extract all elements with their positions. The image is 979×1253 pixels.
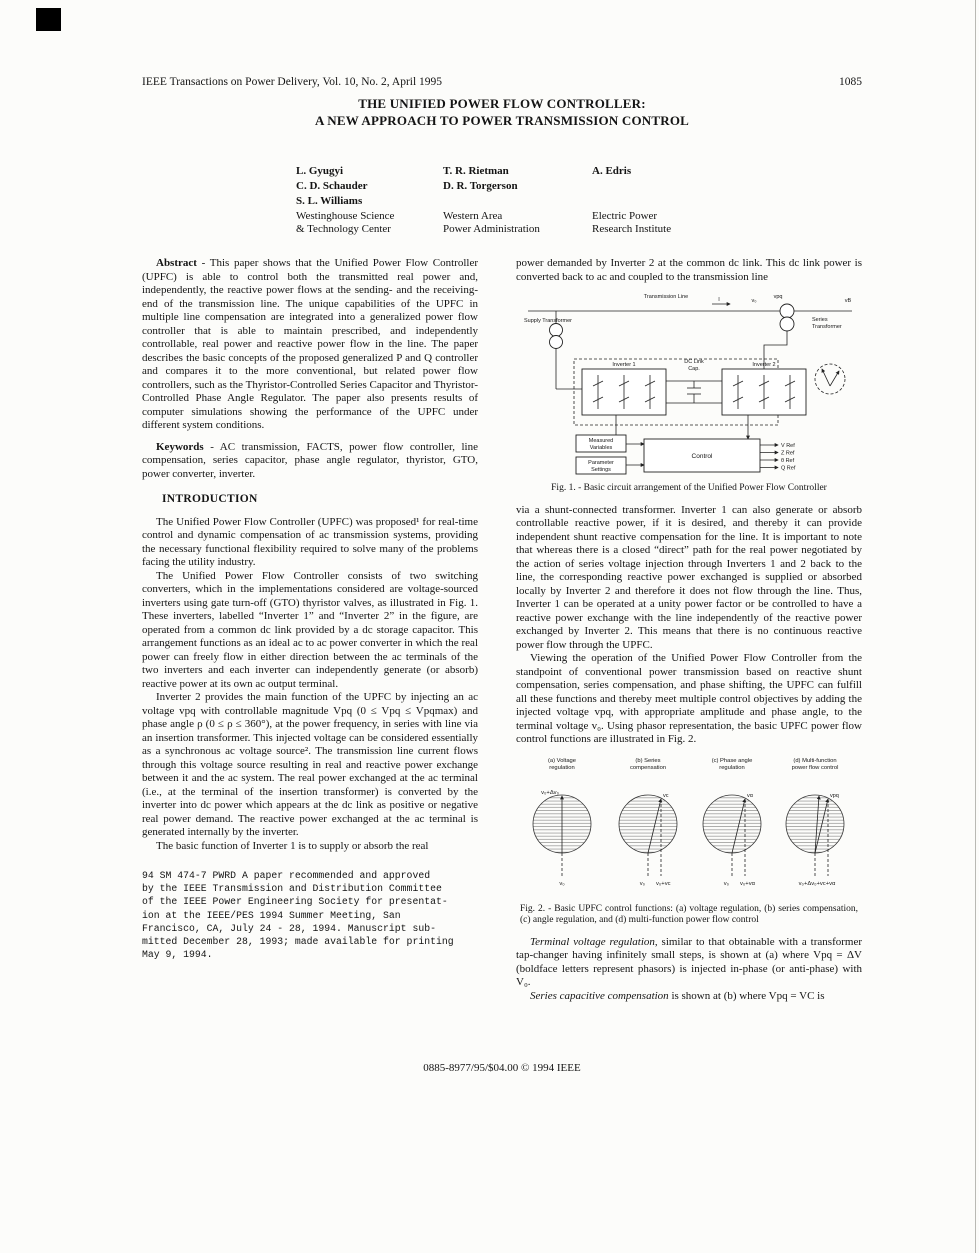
fig1-label-vref: V Ref — [781, 443, 795, 449]
fig1-label-inverter2: Inverter 2 — [752, 362, 776, 368]
fig1-inverter1-group — [582, 369, 666, 415]
paragraph: Viewing the operation of the Unified Power Flow Controller from the standpoint of conventional power transmission based on reactive shunt compensation, series compensation, and phase shifting, the UPFC can fulfill all these functions and thereby meet multiple control objectives by adding the injected voltage vpq, with appropriate amplitude and phase angle, to the terminal voltage v₀. Using phasor representation, the basic UPFC power flow control functions are illustrated in Fig. 2. — [516, 652, 862, 745]
fig2-label-v0-b: v₀ — [639, 880, 645, 887]
fig1-label-inverter1: Inverter 1 — [612, 362, 636, 368]
fig1-label-dc-link: DC Link — [684, 359, 704, 365]
fig1-circuit-diagram — [516, 289, 862, 481]
fig2-diagram-a — [533, 758, 591, 887]
fig1-reference-outputs — [760, 443, 796, 472]
left-column — [142, 257, 478, 961]
author-name: T. R. Rietman — [443, 165, 509, 177]
paragraph: The basic function of Inverter 1 is to supply or absorb the real — [156, 839, 429, 852]
fig2-diagram-b — [619, 758, 677, 887]
fig1-inverter2-group — [722, 369, 806, 415]
running-header — [142, 76, 862, 88]
abstract-text: - This paper shows that the Unified Power Flow Controller (UPFC) is able to control both the transmitted real power and, independently, the reactive power flows at the sending- and the receiving-end of the transmission line. The unique capabilities of the UPFC in multiple line compensation are integrated into a generalized power flow controller that is able to maintain prescribed, and independently controllable, real power and reactive power flow in the line. The paper describes the basic concepts of the proposed generalized P and Q controller and compares it to the more conventional, but related power flow controllers, such as the Thyristor-Controlled Series Capacitor and Thyristor-Controlled Phase Angle Regulator. The paper also presents results of computer simulations showing the performance of the UPFC under different system conditions. — [142, 257, 478, 431]
title-line-1: THE UNIFIED POWER FLOW CONTROLLER: — [358, 96, 646, 111]
abstract-paragraph — [142, 257, 478, 433]
fig2-diagram-c — [703, 758, 761, 887]
author-column-2 — [443, 164, 593, 236]
abstract-label: Abstract — [156, 257, 197, 269]
footnote-line: by the IEEE Transmission and Distribution Committee — [142, 883, 442, 895]
fig1-caption: Fig. 1. - Basic circuit arrangement of the Unified Power Flow Controller — [551, 483, 827, 493]
keywords-text: - AC transmission, FACTS, power flow controller, line compensation, series capacitor, phase angle regulator, thyristor, GTO, power converter, inverter. — [142, 440, 478, 480]
keywords-paragraph — [142, 441, 478, 482]
fig1-label-v0: v₀ — [751, 298, 757, 304]
fig1-label-series2: Transformer — [812, 324, 842, 330]
author-name: S. L. Williams — [296, 195, 363, 207]
fig2-header-a2: regulation — [549, 764, 575, 771]
figure-1 — [516, 289, 862, 495]
footnote-block — [142, 869, 478, 961]
fig2-label-sum-c: v₀+vα — [740, 880, 755, 887]
fig2-label-vc: vc — [663, 792, 669, 799]
author-affiliation: Research Institute — [592, 223, 672, 235]
section-heading-introduction: INTRODUCTION — [162, 493, 258, 505]
paragraph: power demanded by Inverter 2 at the common dc link. This dc link power is converted back to ac and coupled to the transmission line — [516, 257, 862, 283]
fig2-header-c2: regulation — [719, 764, 745, 771]
footnote-line: mitted December 28, 1993; made available for printing — [142, 936, 454, 948]
paragraph — [516, 936, 862, 990]
fig2-header-c1: (c) Phase angle — [711, 757, 753, 764]
author-name: L. Gyugyi — [296, 165, 344, 177]
paragraph: The Unified Power Flow Controller (UPFC) was proposed¹ for real-time control and dynamic compensation of ac transmission systems, providing the necessary functional flexibility required to solve many of the problems facing the utility industry. — [142, 515, 478, 568]
fig1-label-current: I — [718, 297, 720, 303]
fig1-label-param1: Parameter — [588, 460, 614, 466]
keywords-label: Keywords — [156, 440, 204, 453]
fig1-label-measured2: Variables — [589, 445, 613, 451]
fig2-label-top-a: v₀+Δv₀ — [541, 789, 559, 796]
fig1-label-supply-transformer: Supply Transformer — [524, 318, 572, 324]
fig1-label-qref: Q Ref — [781, 465, 796, 472]
author-affiliation: & Technology Center — [296, 223, 391, 235]
footnote-line: of the IEEE Power Engineering Society for presentat- — [142, 896, 448, 908]
author-affiliation: Westinghouse Science — [296, 210, 395, 222]
fig2-caption: Fig. 2. - Basic UPFC control functions: (a) voltage regulation, (b) series compensation, (c) angle regulation, and (d) multi-function power flow control — [520, 903, 858, 925]
paragraph — [516, 990, 862, 1004]
para-text: , similar to that obtainable with a transformer tap-changer having infinitely small steps, is shown at (a) where Vpq = ΔV (boldface letters represent phasors) is injected in-phase (or anti-phase) with V₀. — [516, 935, 862, 988]
fig1-measured-variables-box — [576, 435, 626, 452]
fig1-control-box — [644, 439, 760, 472]
author-affiliation: Power Administration — [443, 223, 540, 235]
paragraph: The Unified Power Flow Controller consists of two switching converters, which in the implementations considered are voltage-sourced inverters using gate turn-off (GTO) thyristor valves, as illustrated in Fig. 1. These inverters, labelled “Inverter 1” and “Inverter 2” in the figure, are operated from a common dc link provided by a dc storage capacitor. This arrangement functions as an ideal ac to ac power converter in which the real power can freely flow in either direction between the ac terminals of the two inverters and each inverter can independently generate (or absorb) reactive power at its own ac output terminal. — [142, 569, 478, 690]
scan-edge-line — [975, 0, 976, 1253]
author-column-1 — [296, 164, 446, 236]
author-affiliation: Electric Power — [592, 210, 658, 222]
paragraph: via a shunt-connected transformer. Inverter 1 can also generate or absorb controllable reactive power, if it is desired, and thereby it can provide independent shunt reactive compensation for the line. It is important to note that whereas there is a closed “direct” path for the real power negotiated by the action of series voltage injection through Inverters 1 and 2 back to the line, the corresponding reactive power exchanged is supplied or absorbed locally by Inverter 2 and therefore it does not flow through the line. Thus, Inverter 1 can be operated at a unity power factor or be controlled to have a reactive power exchange with the line independently of the reactive power exchanged by Inverter 2. This means that there is no continuous reactive power flow through the UPFC. — [516, 503, 862, 651]
footnote-line: 94 SM 474-7 PWRD A paper recommended and approved — [142, 870, 431, 881]
fig2-label-sum-b: v₀+vc — [656, 880, 671, 887]
page-number: 1085 — [839, 76, 862, 88]
footnote-line: May 9, 1994. — [142, 949, 213, 961]
para-lead-series-compensation: Series capacitive compensation — [530, 989, 669, 1002]
title-line-2: A NEW APPROACH TO POWER TRANSMISSION CONTROL — [314, 113, 690, 128]
author-name: D. R. Torgerson — [443, 180, 518, 192]
footer-copyright: 0885-8977/95/$04.00 © 1994 IEEE — [423, 1062, 581, 1074]
scan-artifact — [36, 8, 61, 31]
fig1-label-dc-link-cap: Cap. — [688, 366, 700, 372]
fig1-dc-link-group — [666, 381, 722, 403]
fig1-label-vpq: vpq — [773, 294, 783, 300]
fig1-label-measured1: Measured — [588, 438, 614, 444]
footnote-line: Francisco, CA, July 24 - 28, 1994. Manuscript sub- — [142, 922, 436, 934]
fig2-phasor-diagrams — [516, 752, 862, 902]
fig2-label-valpha: vα — [747, 792, 753, 799]
fig2-header-b2: compensation — [629, 764, 667, 771]
fig1-supply-transformer — [524, 311, 582, 389]
author-affiliation: Western Area — [443, 210, 503, 222]
author-name: C. D. Schauder — [296, 180, 368, 192]
fig2-header-d2: power flow control — [791, 764, 839, 771]
journal-line: IEEE Transactions on Power Delivery, Vol. 10, No. 2, April 1995 — [142, 76, 443, 88]
fig2-label-sum-d: v₀+Δv₀+vc+vα — [798, 880, 836, 887]
fig2-label-v0-c: v₀ — [723, 880, 729, 887]
fig2-header-b1: (b) Series — [635, 757, 661, 764]
fig2-header-d1: (d) Multi-function — [793, 757, 837, 764]
paragraph: Inverter 2 provides the main function of the UPFC by injecting an ac voltage vpq with controllable magnitude Vpq (0 ≤ Vpq ≤ Vpqmax) and phase angle ρ (0 ≤ ρ ≤ 360°), at the power frequency, in series with line via an insertion transformer. This injected voltage can be considered essentially as a synchronous ac voltage source². The transmission line current flows through this voltage source resulting in real and reactive power exchange between it and the ac system. The real power exchanged at the ac terminal (i.e., at the terminal of the insertion transformer) is converted by the inverter into dc power which appears at the dc link as positive or negative real power demand. The reactive power exchanged at the ac terminal is generated internally by the inverter. — [142, 691, 478, 838]
para-text: is shown at (b) where Vpq = VC is — [668, 989, 825, 1002]
paper-title — [142, 95, 862, 129]
fig1-label-series1: Series — [812, 317, 828, 323]
author-name: A. Edris — [592, 165, 632, 177]
fig2-header-a1: (a) Voltage — [547, 757, 577, 764]
author-column-3 — [592, 164, 742, 236]
fig1-label-thetaref: θ Ref — [781, 458, 795, 464]
figure-2 — [516, 752, 862, 927]
footnote-line: ion at the IEEE/PES 1994 Summer Meeting, San — [142, 909, 401, 921]
fig1-phasor-inset — [815, 364, 845, 394]
para-lead-terminal-voltage: Terminal voltage regulation — [530, 935, 655, 948]
fig1-label-param2: Settings — [591, 467, 611, 473]
fig2-label-v0-a: v₀ — [559, 880, 565, 887]
fig1-parameter-settings-box — [576, 457, 626, 474]
fig1-label-control: Control — [691, 453, 713, 460]
fig2-label-vpq: vpq — [830, 792, 839, 799]
right-column — [516, 257, 862, 1003]
fig1-label-zref: Z Ref — [781, 450, 795, 457]
fig1-label-transmission-line: Transmission Line — [643, 294, 689, 300]
fig1-label-vb: vB — [844, 298, 852, 304]
fig2-diagram-d — [786, 758, 844, 887]
